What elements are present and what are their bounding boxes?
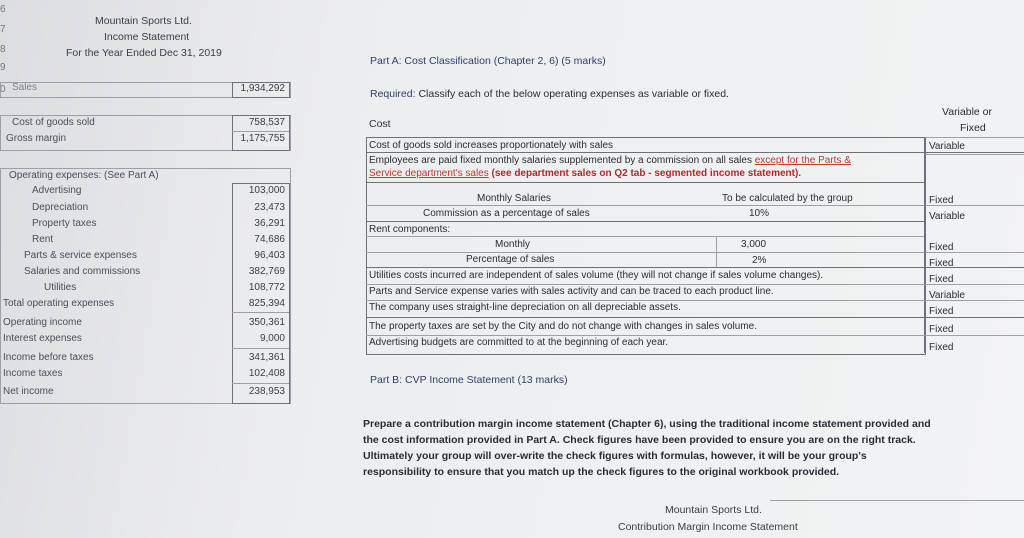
utilities-class[interactable]: Fixed <box>929 274 954 285</box>
company-name: Mountain Sports Ltd. <box>95 15 192 27</box>
commission-label: Commission as a percentage of sales <box>423 208 590 219</box>
salaries-description-line1 <box>369 155 851 167</box>
is-value-property-taxes: 36,291 <box>254 218 285 229</box>
is-label-advertising: Advertising <box>32 185 82 196</box>
is-label-property-taxes: Property taxes <box>32 218 97 229</box>
rent-pct-label: Percentage of sales <box>466 254 555 265</box>
is-label-operating-income: Operating income <box>3 317 82 328</box>
required-label: Required: <box>370 88 416 100</box>
col-header-variable-or: Variable or <box>942 106 992 118</box>
part-b-instructions-line1: Prepare a contribution margin income statement (Chapter 6), using the traditional income statement provided and <box>363 418 931 430</box>
is-label-interest: Interest expenses <box>3 333 82 344</box>
row-divider <box>366 236 924 237</box>
rent-monthly-label: Monthly <box>495 239 531 250</box>
utilities-text: Utilities costs incurred are independent of sales volume (they will not change if sales volume changes). <box>369 270 824 281</box>
property-taxes-text: The property taxes are set by the City and do not change with changes in sales volume. <box>369 321 757 332</box>
row-divider <box>366 205 1024 206</box>
rent-components-label: Rent components: <box>369 224 451 235</box>
is-value-salaries: 382,769 <box>248 266 285 277</box>
is-value-total-opex: 825,394 <box>248 298 285 309</box>
cost-row-cogs-text: Cost of goods sold increases proportionately with sales <box>369 140 614 151</box>
is-value-interest: 9,000 <box>259 333 285 344</box>
salaries-description-line2 <box>369 168 801 180</box>
part-b-title: Part B: CVP Income Statement (13 marks) <box>370 374 568 386</box>
part-b-instructions-line2: the cost information provided in Part A. Check figures have been provided to ensure you are on the right track. <box>363 434 916 446</box>
monthly-salaries-label: Monthly Salaries <box>477 193 551 204</box>
interest-divider <box>232 348 289 349</box>
statement-period: For the Year Ended Dec 31, 2019 <box>66 47 222 59</box>
is-value-net-income: 238,953 <box>248 386 285 397</box>
is-label-depreciation: Depreciation <box>32 202 89 213</box>
is-label-total-opex: Total operating expenses <box>3 298 115 309</box>
is-value-sales: 1,934,292 <box>240 83 285 94</box>
rent-monthly-value: 3,000 <box>741 239 767 250</box>
col-header-cost: Cost <box>369 118 391 130</box>
col-header-fixed: Fixed <box>960 122 986 134</box>
is-value-operating-income: 350,361 <box>248 317 285 328</box>
is-value-parts-service: 96,403 <box>254 250 285 261</box>
cm-statement-title: Contribution Margin Income Statement <box>618 521 798 533</box>
row-divider <box>366 335 1024 336</box>
advertising-text: Advertising budgets are committed to at the beginning of each year. <box>369 337 669 348</box>
is-label-opex: Operating expenses: (See Part A) <box>9 170 159 181</box>
row-divider <box>366 152 1024 153</box>
part-a-title: Part A: Cost Classification (Chapter 2, 6) (5 marks) <box>370 55 606 67</box>
row-number[interactable]: 0 <box>0 84 6 95</box>
row-number[interactable]: 9 <box>0 62 6 73</box>
is-label-net-income: Net income <box>3 386 54 397</box>
salaries-red-text2[interactable]: Service department's sales <box>369 168 489 179</box>
row-divider <box>366 284 1024 285</box>
row-divider <box>366 300 1024 301</box>
is-label-salaries: Salaries and commissions <box>24 266 141 277</box>
opex-total-divider <box>232 312 289 313</box>
taxes-divider <box>232 383 289 384</box>
salaries-text-part2: (see department sales on Q2 tab - segmented income statement). <box>491 168 802 179</box>
advertising-class[interactable]: Fixed <box>929 342 954 353</box>
is-label-rent: Rent <box>32 234 54 245</box>
is-value-depreciation: 23,473 <box>254 202 285 213</box>
rent-monthly-class[interactable]: Fixed <box>929 242 954 253</box>
part-b-instructions-line4: responsibility to ensure that you match up the check figures to the original workbook provided. <box>363 466 840 478</box>
cost-row-cogs-class[interactable]: Variable <box>929 141 965 152</box>
vf-col-divider <box>924 137 925 353</box>
part-b-instructions-line3: Ultimately your group will over-write the check figures with formulas, however, it will be your group's <box>363 450 867 462</box>
is-label-parts-service: Parts & service expenses <box>24 250 137 261</box>
gm-divider <box>232 131 289 132</box>
row-number[interactable]: 7 <box>0 24 6 35</box>
row-divider <box>366 267 1024 268</box>
required-text: Classify each of the below operating expenses as variable or fixed. <box>418 88 729 100</box>
is-value-utilities: 108,772 <box>248 282 285 293</box>
salaries-text-part1: Employees are paid fixed monthly salaries supplemented by a commission on all sales <box>369 155 752 166</box>
statement-title: Income Statement <box>104 31 190 43</box>
row-divider <box>366 317 1024 318</box>
is-label-sales: Sales <box>12 82 38 93</box>
salaries-red-text1[interactable]: except for the Parts & <box>754 155 851 166</box>
parts-service-text: Parts and Service expense varies with sales activity and can be traced to each product line. <box>369 286 774 297</box>
salaries-class[interactable]: Fixed <box>929 195 954 206</box>
is-value-income-before-taxes: 341,361 <box>248 352 285 363</box>
cm-header-line <box>770 500 1024 501</box>
is-value-rent: 74,686 <box>254 234 285 245</box>
commission-class[interactable]: Variable <box>929 211 965 222</box>
row-divider <box>366 221 924 222</box>
row-number[interactable]: 8 <box>0 44 6 55</box>
is-label-gross-margin: Gross margin <box>6 133 67 144</box>
row-divider <box>366 182 924 183</box>
to-be-calculated-text: To be calculated by the group <box>722 193 853 204</box>
is-value-gross-margin: 1,175,755 <box>240 133 285 144</box>
depreciation-text: The company uses straight-line depreciation on all depreciable assets. <box>369 302 681 313</box>
rent-pct-value: 2% <box>752 255 767 266</box>
is-label-income-taxes: Income taxes <box>3 368 63 379</box>
cm-company-name: Mountain Sports Ltd. <box>665 504 762 516</box>
depreciation-class[interactable]: Fixed <box>929 306 954 317</box>
is-value-cogs: 758,537 <box>248 117 285 128</box>
row-divider <box>366 252 1024 253</box>
is-value-advertising: 103,000 <box>248 185 285 196</box>
row-number[interactable]: 6 <box>0 4 6 15</box>
is-label-cogs: Cost of goods sold <box>12 117 95 128</box>
is-label-utilities: Utilities <box>44 282 77 293</box>
rent-col-divider <box>716 236 717 267</box>
property-taxes-class[interactable]: Fixed <box>929 324 954 335</box>
commission-pct: 10% <box>749 208 770 219</box>
is-label-income-before-taxes: Income before taxes <box>3 352 94 363</box>
rent-pct-class[interactable]: Fixed <box>929 258 954 269</box>
is-value-income-taxes: 102,408 <box>248 368 285 379</box>
parts-service-class[interactable]: Variable <box>929 290 965 301</box>
